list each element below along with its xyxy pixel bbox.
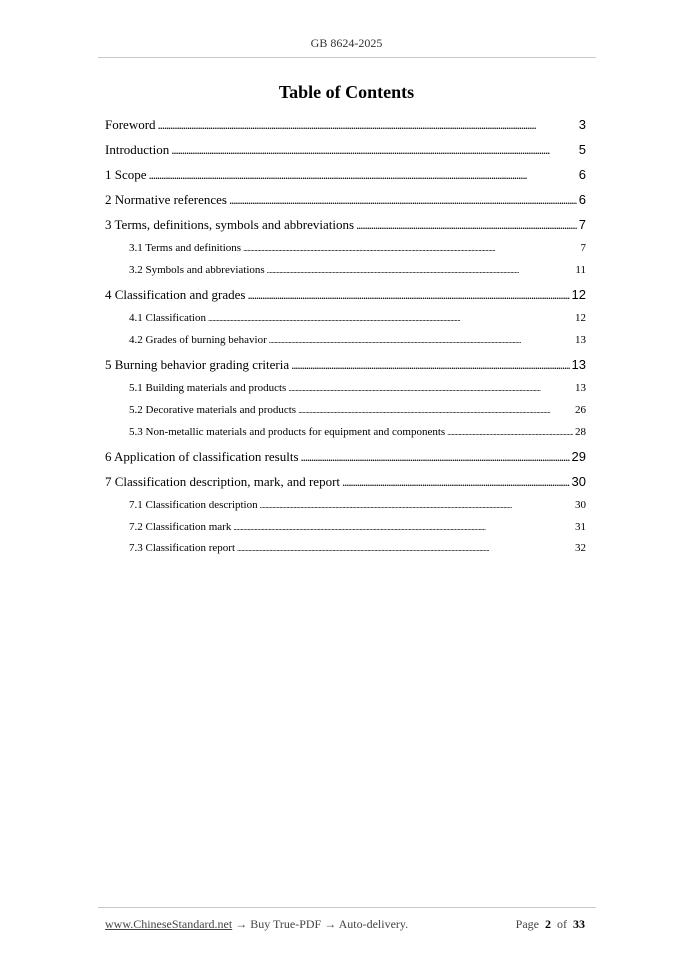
toc-dot-leader <box>301 449 570 465</box>
toc-section-entry[interactable] <box>105 287 586 312</box>
toc-dot-leader <box>233 523 573 532</box>
toc-entry-page: 6 <box>578 192 586 207</box>
toc-entry-page: 5 <box>578 142 586 157</box>
toc-entry-title: 7 Classification description, mark, and report <box>105 474 341 490</box>
toc-section-entry[interactable] <box>105 142 586 167</box>
toc-dot-leader <box>267 266 574 275</box>
header-divider <box>98 57 596 58</box>
toc-entry-page: 13 <box>571 357 586 373</box>
toc-dot-leader <box>149 167 577 183</box>
table-of-contents <box>105 117 586 564</box>
page-current: 2 <box>545 917 551 931</box>
toc-entry-title: 5.1 Building materials and products <box>129 382 287 395</box>
arrow-icon: → <box>235 917 248 931</box>
toc-dot-leader <box>243 244 578 253</box>
toc-subsection-entry[interactable] <box>105 312 586 334</box>
toc-section-entry[interactable] <box>105 117 586 142</box>
toc-entry-title: 7.2 Classification mark <box>129 520 232 533</box>
toc-entry-page: 30 <box>571 474 586 490</box>
toc-entry-title: 7.3 Classification report <box>129 542 236 555</box>
toc-dot-leader <box>269 336 573 345</box>
toc-entry-title: 7.1 Classification description <box>129 499 258 512</box>
toc-dot-leader <box>208 314 573 323</box>
toc-entry-title: 1 Scope <box>105 167 147 182</box>
toc-entry-page: 12 <box>575 312 586 325</box>
toc-entry-page: 13 <box>575 333 586 346</box>
page-of-label: of <box>557 917 567 931</box>
site-link[interactable]: www.ChineseStandard.net <box>105 917 233 931</box>
buy-text: Buy True-PDF <box>250 917 322 931</box>
toc-entry-page: 28 <box>575 425 586 438</box>
toc-subsection-entry[interactable] <box>105 499 586 521</box>
toc-section-entry[interactable] <box>105 217 586 242</box>
toc-entry-page: 13 <box>575 382 586 395</box>
toc-entry-title: 5 Burning behavior grading criteria <box>105 357 290 373</box>
toc-dot-leader <box>229 192 577 208</box>
toc-dot-leader <box>288 384 573 393</box>
toc-entry-title: 6 Application of classification results <box>105 449 299 465</box>
toc-dot-leader <box>342 474 570 490</box>
toc-entry-page: 30 <box>575 499 586 512</box>
page-title: Table of Contents <box>278 82 415 102</box>
toc-entry-page: 7 <box>578 217 586 232</box>
toc-entry-title: 3 Terms, definitions, symbols and abbreviations <box>105 217 355 232</box>
toc-dot-leader <box>158 117 577 133</box>
toc-entry-title: 4.2 Grades of burning behavior <box>129 333 267 346</box>
toc-dot-leader <box>298 406 573 415</box>
toc-entry-page: 29 <box>571 449 586 465</box>
page-total: 33 <box>573 917 585 931</box>
toc-entry-page: 6 <box>578 167 586 182</box>
toc-section-entry[interactable] <box>105 357 586 382</box>
toc-subsection-entry[interactable] <box>105 242 586 264</box>
toc-entry-page: 32 <box>575 542 586 555</box>
toc-dot-leader <box>260 501 573 510</box>
toc-section-entry[interactable] <box>105 474 586 499</box>
toc-dot-leader <box>291 357 569 373</box>
toc-entry-title: 3.1 Terms and definitions <box>129 242 242 254</box>
toc-section-entry[interactable] <box>105 192 586 217</box>
toc-subsection-entry[interactable] <box>105 521 586 543</box>
toc-dot-leader <box>171 142 577 158</box>
toc-entry-title: 3.2 Symbols and abbreviations <box>129 263 265 276</box>
toc-entry-title: 5.3 Non-metallic materials and products for equipment and components <box>129 425 446 438</box>
running-header: GB 8624-2025 <box>310 36 383 50</box>
toc-entry-page: 7 <box>580 242 586 254</box>
delivery-text: Auto-delivery. <box>338 917 409 931</box>
toc-subsection-entry[interactable] <box>105 382 586 404</box>
toc-subsection-entry[interactable] <box>105 334 586 356</box>
page-label: Page <box>515 917 539 931</box>
toc-entry-page: 26 <box>575 403 586 416</box>
footer-promo <box>105 917 408 932</box>
toc-subsection-entry[interactable] <box>105 426 586 448</box>
toc-entry-title: Foreword <box>105 117 156 132</box>
toc-dot-leader <box>237 544 573 553</box>
toc-subsection-entry[interactable] <box>105 542 586 564</box>
toc-dot-leader <box>447 428 573 437</box>
toc-section-entry[interactable] <box>105 167 586 192</box>
footer-divider <box>98 907 596 908</box>
toc-entry-page: 31 <box>575 520 586 533</box>
toc-entry-title: 4 Classification and grades <box>105 287 246 303</box>
page-number <box>516 917 585 932</box>
toc-section-entry[interactable] <box>105 449 586 474</box>
toc-dot-leader <box>356 217 577 233</box>
toc-entry-title: 5.2 Decorative materials and products <box>129 403 297 416</box>
toc-entry-title: 4.1 Classification <box>129 312 206 325</box>
toc-entry-title: Introduction <box>105 142 170 157</box>
toc-entry-page: 3 <box>578 117 586 132</box>
arrow-icon: → <box>324 917 337 931</box>
toc-entry-page: 11 <box>575 263 586 276</box>
toc-entry-page: 12 <box>571 287 586 303</box>
toc-subsection-entry[interactable] <box>105 404 586 426</box>
toc-dot-leader <box>247 287 569 303</box>
toc-entry-title: 2 Normative references <box>105 192 227 207</box>
toc-subsection-entry[interactable] <box>105 264 586 286</box>
